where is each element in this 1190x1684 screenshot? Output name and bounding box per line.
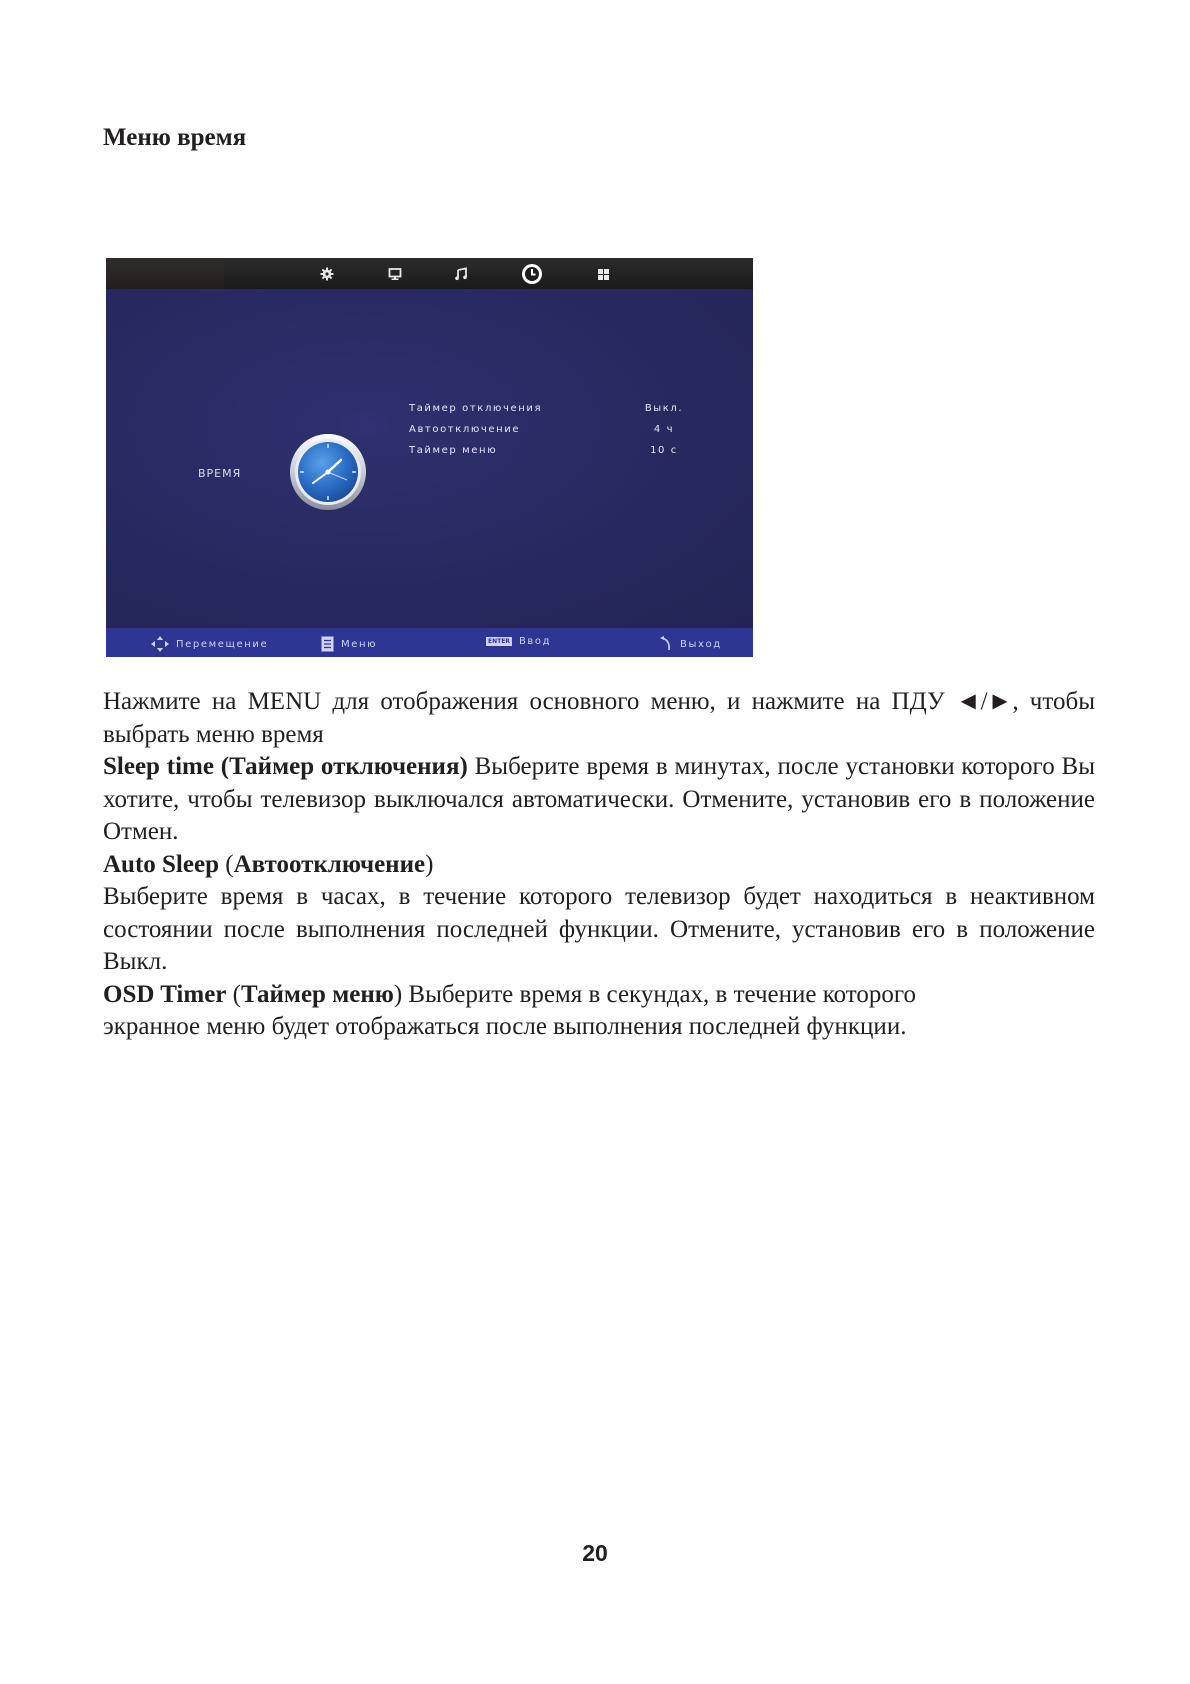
menu-list-icon	[321, 636, 334, 652]
time-settings-list	[409, 403, 739, 466]
setting-label: Таймер отключения	[409, 403, 543, 414]
paragraph-intro: Нажмите на MENU для отображения основного меню, и нажмите на ПДУ ◄/►, чтобы выбрать меню время	[103, 688, 1095, 748]
sound-note-icon[interactable]	[450, 263, 472, 285]
setting-value: 4 ч	[653, 424, 675, 435]
page-number: 20	[582, 1540, 608, 1566]
tv-hint-bar	[106, 628, 753, 657]
paren-open: (	[226, 980, 241, 1008]
paragraph-auto-sleep-title	[103, 849, 1095, 882]
enter-key-icon: ENTER	[488, 638, 510, 645]
setting-label: Таймер меню	[409, 445, 498, 456]
tv-menu-screenshot	[106, 258, 753, 657]
paragraph-osd-timer	[103, 979, 1095, 1044]
osd-timer-description: ) Выберите время в секундах, в течение которого	[393, 980, 917, 1008]
term-auto-sleep-ru: Автоотключение	[233, 850, 426, 878]
setting-row-sleep-timer[interactable]	[409, 403, 739, 424]
return-arrow-icon	[659, 636, 673, 652]
tv-menu-body	[106, 289, 753, 628]
setting-row-auto-sleep[interactable]	[409, 424, 739, 445]
osd-timer-description-cont: экранное меню будет отображаться после выполнения последней функции.	[103, 1013, 907, 1040]
picture-monitor-icon[interactable]	[384, 263, 406, 285]
term-osd-timer-ru: Таймер меню	[240, 980, 394, 1008]
paragraph-sleep-time	[103, 751, 1095, 849]
clock-illustration-icon	[289, 433, 367, 515]
hint-exit-label: Выход	[680, 638, 722, 650]
time-clock-icon[interactable]	[519, 261, 545, 287]
hint-menu-label: Меню	[341, 638, 378, 650]
setting-row-osd-timer[interactable]	[409, 445, 739, 466]
setting-value: 10 с	[650, 445, 678, 456]
setting-label: Автоотключение	[409, 424, 521, 435]
apps-grid-icon[interactable]	[592, 263, 614, 285]
term-auto-sleep: Auto Sleep	[103, 850, 219, 878]
term-osd-timer: OSD Timer	[103, 980, 227, 1008]
hint-menu	[321, 636, 377, 652]
term-sleep-time: Sleep time (Таймер отключения)	[103, 753, 468, 780]
paren-open: (	[218, 850, 234, 878]
setting-value: Выкл.	[644, 403, 684, 414]
settings-gear-icon[interactable]	[316, 263, 338, 285]
hint-exit	[659, 636, 722, 652]
tv-tab-bar	[106, 258, 753, 289]
hint-move	[151, 636, 268, 652]
page-heading: Меню время	[103, 124, 247, 151]
paren-close: )	[425, 850, 434, 878]
hint-move-label: Перемещение	[176, 638, 269, 650]
paragraph-auto-sleep: Выберите время в часах, в течение которого телевизор будет находиться в неактивном состоянии после выполнения последней функции. Отмените, установив его в положение Выкл.	[103, 883, 1095, 975]
description-text	[103, 686, 1095, 1044]
sleep-time-description: Выберите время в минутах, после установки которого Вы хотите, чтобы телевизор выключался автоматически. Отмените, установив его в положение Отмен.	[103, 753, 1095, 845]
hint-enter	[486, 636, 551, 647]
hint-enter-label: Ввод	[518, 636, 552, 647]
section-label: ВРЕМЯ	[198, 467, 242, 480]
move-arrows-icon	[151, 636, 169, 652]
